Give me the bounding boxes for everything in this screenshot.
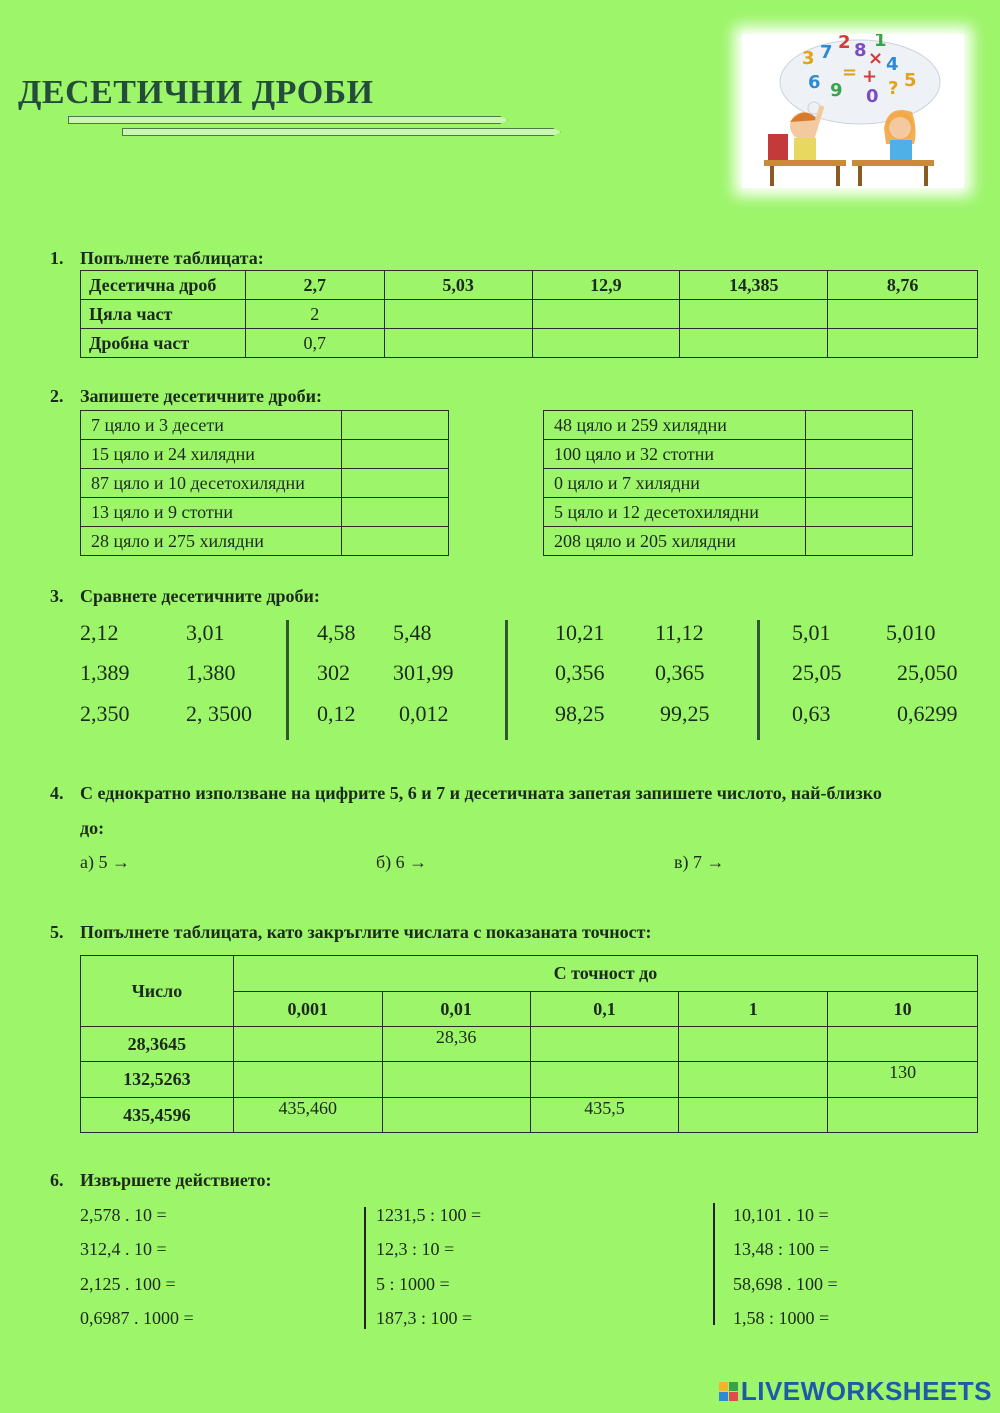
q5-answer-cell[interactable]	[828, 1027, 978, 1062]
q1-answer-cell[interactable]	[680, 329, 828, 358]
q3-number: 3.	[50, 586, 64, 606]
q5-number-cell: 435,4596	[81, 1098, 234, 1133]
svg-text:3: 3	[802, 48, 815, 69]
q3-value: 98,25	[555, 701, 605, 726]
q6-expr[interactable]: 10,101 . 10 =	[733, 1205, 829, 1225]
svg-text:5: 5	[904, 70, 917, 91]
q1-answer-cell[interactable]	[680, 300, 828, 329]
q3-value: 0,365	[655, 660, 705, 685]
q3-value: 5,010	[886, 620, 936, 645]
q2-table-left	[80, 410, 449, 556]
q2-item: 28 цяло и 275 хилядни	[81, 527, 342, 556]
q2-item: 0 цяло и 7 хилядни	[544, 469, 806, 498]
title-underline-1	[68, 116, 508, 124]
q3-value: 4,58	[317, 620, 356, 645]
q5-answer-cell[interactable]	[233, 1062, 382, 1098]
q3-value: 0,12	[317, 701, 356, 726]
q5-answer-cell[interactable]	[679, 1027, 828, 1062]
q3-value: 2,12	[80, 620, 119, 645]
q1-table	[80, 270, 978, 358]
q6-expr[interactable]: 312,4 . 10 =	[80, 1239, 167, 1259]
q3-value: 99,25	[660, 701, 710, 726]
q5-answer-cell[interactable]	[530, 1062, 679, 1098]
q1-cell: 0,7	[245, 329, 384, 358]
q3-divider	[286, 620, 289, 740]
q5-precision: 0,01	[382, 992, 530, 1027]
q2-number: 2.	[50, 386, 64, 406]
q5-text: Попълнете таблицата, като закръглите числата с показаната точност:	[80, 922, 652, 942]
q1-cell: 8,76	[828, 271, 978, 300]
q2-answer-cell[interactable]	[806, 411, 913, 440]
q5-answer-cell[interactable]	[679, 1098, 828, 1133]
q6-expr[interactable]: 1231,5 : 100 =	[376, 1205, 482, 1225]
q4-item-c[interactable]: в) 7 →	[674, 852, 725, 872]
q5-answer-cell[interactable]	[828, 1098, 978, 1133]
svg-text:4: 4	[886, 54, 899, 75]
q3-value: 0,6299	[897, 701, 958, 726]
logo-text: LIVEWORKSHEETS	[740, 1376, 992, 1406]
q6-expr[interactable]: 13,48 : 100 =	[733, 1239, 830, 1259]
q1-row-label: Десетична дроб	[81, 271, 246, 300]
svg-text:2: 2	[838, 34, 851, 53]
q1-answer-cell[interactable]	[384, 300, 532, 329]
q3-value: 301,99	[393, 660, 454, 685]
q6-expr[interactable]: 5 : 1000 =	[376, 1274, 450, 1294]
q5-precision: 0,001	[233, 992, 382, 1027]
q3-text: Сравнете десетичните дроби:	[80, 586, 320, 606]
svg-text:?: ?	[888, 78, 899, 99]
q3-value: 1,389	[80, 660, 130, 685]
q2-item: 208 цяло и 205 хилядни	[544, 527, 806, 556]
q3-value: 0,012	[399, 701, 449, 726]
q3-value: 11,12	[655, 620, 704, 645]
q1-text: Попълнете таблицата:	[80, 248, 264, 268]
q6-expr[interactable]: 1,58 : 1000 =	[733, 1308, 830, 1328]
q2-answer-cell[interactable]	[342, 469, 449, 498]
q3-value: 2, 3500	[186, 701, 252, 726]
q1-answer-cell[interactable]	[828, 300, 978, 329]
q5-answer-cell[interactable]	[233, 1027, 382, 1062]
q2-table-right	[543, 410, 913, 556]
title-underline-2	[122, 128, 561, 136]
q5-cell: 435,460	[233, 1098, 382, 1133]
page-title: ДЕСЕТИЧНИ ДРОБИ	[18, 74, 374, 111]
q4-item-b[interactable]: б) 6 →	[376, 852, 428, 872]
illustration-svg	[742, 34, 964, 188]
q5-answer-cell[interactable]	[382, 1062, 530, 1098]
q6-divider	[364, 1207, 366, 1329]
q1-cell: 14,385	[680, 271, 828, 300]
q1-row-fraction	[81, 329, 978, 358]
q3-value: 0,356	[555, 660, 605, 685]
q5-number-cell: 132,5263	[81, 1062, 234, 1098]
svg-text:0: 0	[866, 86, 879, 107]
q4-text-cont: до:	[80, 818, 105, 838]
q6-expr[interactable]: 2,125 . 100 =	[80, 1274, 176, 1294]
q3-value: 302	[317, 660, 350, 685]
q2-item: 48 цяло и 259 хилядни	[544, 411, 806, 440]
q2-item: 7 цяло и 3 десети	[81, 411, 342, 440]
q6-expr[interactable]: 0,6987 . 1000 =	[80, 1308, 194, 1328]
q2-answer-cell[interactable]	[806, 469, 913, 498]
q3-value: 10,21	[555, 620, 605, 645]
q1-row-label: Дробна част	[81, 329, 246, 358]
q4-text: С еднократно използване на цифрите 5, 6 и 7 и десетичната запетая запишете числото, най-близко	[80, 783, 882, 803]
q5-precision: 1	[679, 992, 828, 1027]
q3-value: 5,01	[792, 620, 831, 645]
q5-cell: 28,36	[382, 1027, 530, 1062]
q2-answer-cell[interactable]	[806, 527, 913, 556]
svg-text:7: 7	[820, 42, 833, 63]
q2-text: Запишете десетичните дроби:	[80, 386, 322, 406]
q5-number: 5.	[50, 922, 64, 942]
q4-number: 4.	[50, 783, 64, 803]
q1-row-decimal	[81, 271, 978, 300]
svg-text:+: +	[862, 66, 878, 87]
liveworksheets-logo[interactable]	[719, 1376, 992, 1407]
q5-cell: 130	[828, 1062, 978, 1098]
q1-cell: 5,03	[384, 271, 532, 300]
q3-value: 0,63	[792, 701, 831, 726]
q5-col-precision: С точност до	[233, 956, 977, 992]
q1-cell: 12,9	[532, 271, 680, 300]
q2-item: 5 цяло и 12 десетохилядни	[544, 498, 806, 527]
q2-answer-cell[interactable]	[806, 440, 913, 469]
q6-number: 6.	[50, 1170, 64, 1190]
svg-text:×: ×	[868, 48, 884, 69]
svg-text:1: 1	[874, 34, 887, 51]
q2-answer-cell[interactable]	[342, 440, 449, 469]
kids-math-illustration	[742, 34, 964, 188]
q1-answer-cell[interactable]	[828, 329, 978, 358]
q1-answer-cell[interactable]	[532, 329, 680, 358]
q1-cell: 2	[245, 300, 384, 329]
q6-expr[interactable]: 58,698 . 100 =	[733, 1274, 838, 1294]
q4-item-a[interactable]: а) 5 →	[80, 852, 130, 872]
q2-answer-cell[interactable]	[342, 498, 449, 527]
q3-value: 1,380	[186, 660, 236, 685]
q3-value: 25,050	[897, 660, 958, 685]
q1-row-whole	[81, 300, 978, 329]
q5-precision: 10	[828, 992, 978, 1027]
q5-table	[80, 955, 978, 1133]
q6-expr[interactable]: 187,3 : 100 =	[376, 1308, 473, 1328]
q2-item: 100 цяло и 32 стотни	[544, 440, 806, 469]
svg-text:9: 9	[830, 80, 843, 101]
q5-col-number: Число	[81, 956, 234, 1027]
q2-item: 13 цяло и 9 стотни	[81, 498, 342, 527]
q2-item: 15 цяло и 24 хилядни	[81, 440, 342, 469]
q5-answer-cell[interactable]	[530, 1027, 679, 1062]
q1-answer-cell[interactable]	[532, 300, 680, 329]
q5-number-cell: 28,3645	[81, 1027, 234, 1062]
q5-answer-cell[interactable]	[679, 1062, 828, 1098]
q1-cell: 2,7	[245, 271, 384, 300]
q2-answer-cell[interactable]	[342, 411, 449, 440]
q1-row-label: Цяла част	[81, 300, 246, 329]
q3-value: 2,350	[80, 701, 130, 726]
q2-answer-cell[interactable]	[806, 498, 913, 527]
q6-divider	[713, 1203, 715, 1325]
q3-divider	[505, 620, 508, 740]
q2-answer-cell[interactable]	[342, 527, 449, 556]
q1-number: 1.	[50, 248, 64, 268]
svg-text:6: 6	[808, 72, 821, 93]
q3-divider	[757, 620, 760, 740]
q3-value: 25,05	[792, 660, 842, 685]
q6-expr[interactable]: 12,3 : 10 =	[376, 1239, 455, 1259]
q5-answer-cell[interactable]	[382, 1098, 530, 1133]
q5-precision: 0,1	[530, 992, 679, 1027]
q3-value: 5,48	[393, 620, 432, 645]
q5-cell: 435,5	[530, 1098, 679, 1133]
q2-item: 87 цяло и 10 десетохилядни	[81, 469, 342, 498]
q6-text: Извършете действието:	[80, 1170, 272, 1190]
svg-text:8: 8	[854, 40, 867, 61]
logo-blocks-icon	[719, 1382, 738, 1401]
q1-answer-cell[interactable]	[384, 329, 532, 358]
svg-text:=: =	[842, 62, 858, 83]
q3-value: 3,01	[186, 620, 225, 645]
q6-expr[interactable]: 2,578 . 10 =	[80, 1205, 167, 1225]
